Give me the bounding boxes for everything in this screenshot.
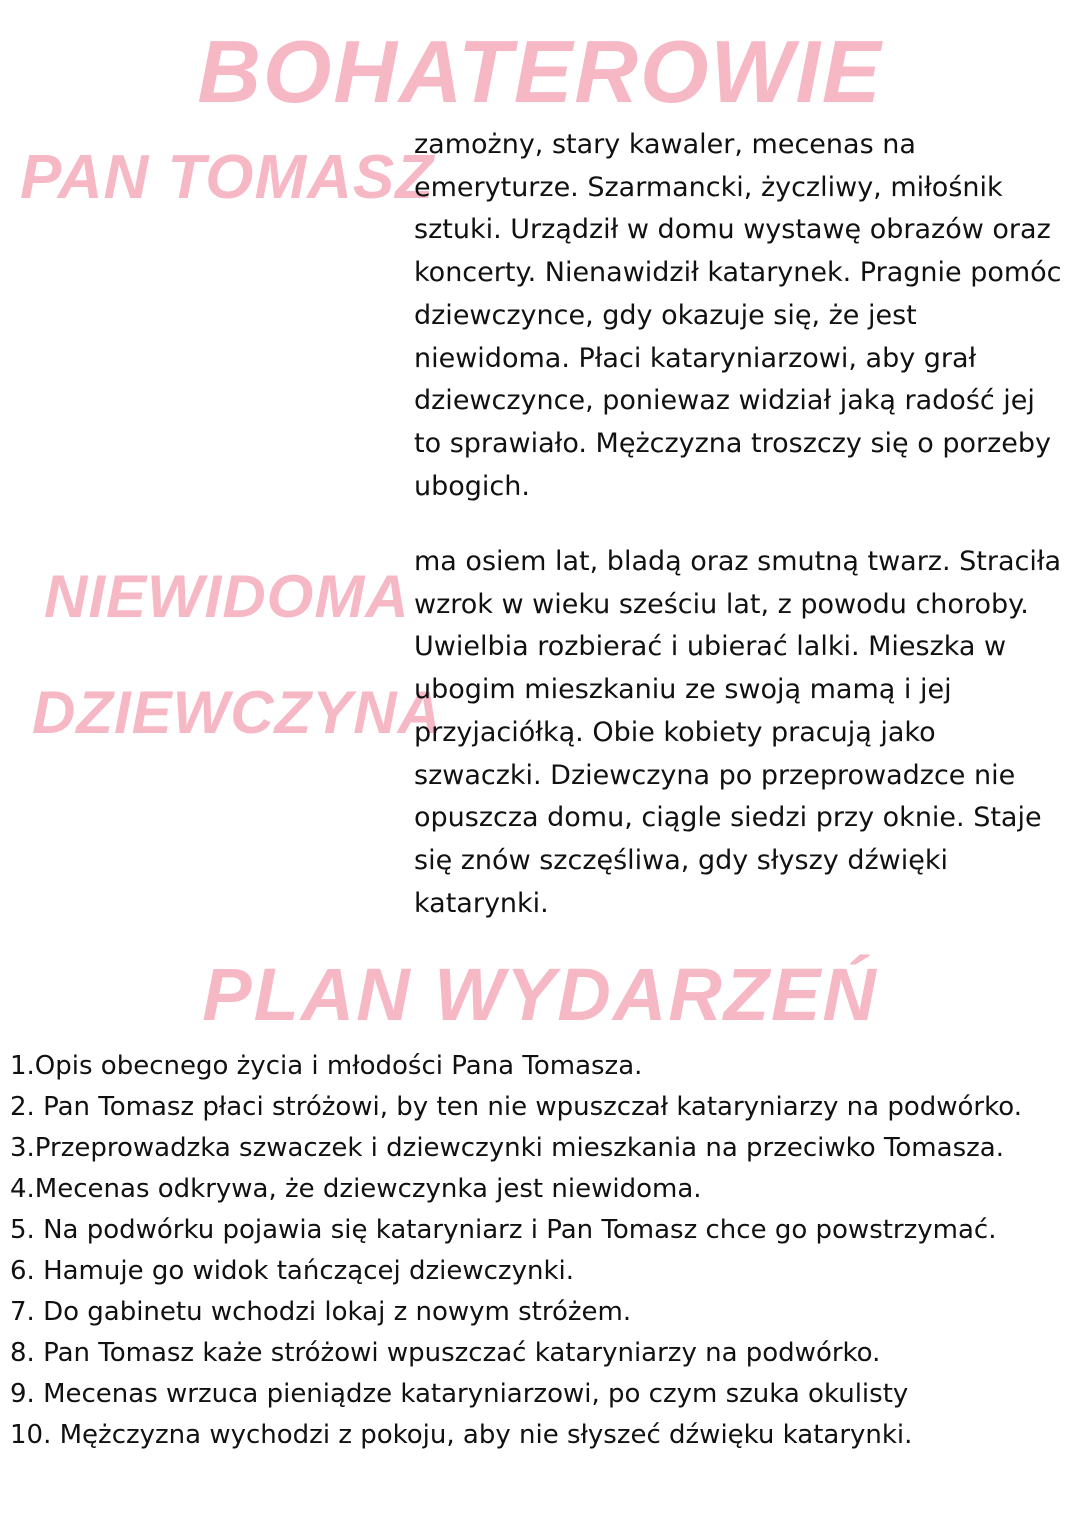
- list-item: 8. Pan Tomasz każe stróżowi wpuszczać kataryniarzy na podwórko.: [10, 1338, 881, 1368]
- list-item: 4.Mecenas odkrywa, że dziewczynka jest niewidoma.: [10, 1174, 702, 1204]
- hero-description-niewidoma-dziewczyna: ma osiem lat, bladą oraz smutną twarz. Straciła wzrok w wieku sześciu lat, z powodu choroby. Uwielbia rozbierać i ubierać lalki. Mieszka w ubogim mieszkaniu ze swoją mamą i jej przyjaciółką. Obie kobiety pracują jako szwaczki. Dziewczyna po przeprowadzce nie opuszcza domu, ciągle siedzi przy oknie. Staje się znów szczęśliwa, gdy słyszy dźwięki katarynki.: [414, 546, 1062, 919]
- hero-name-niewidoma: NIEWIDOMA: [44, 563, 410, 630]
- hero-name-dziewczyna: DZIEWCZYNA: [32, 679, 442, 746]
- list-item: 6. Hamuje go widok tańczącej dziewczynki.: [10, 1256, 574, 1286]
- list-item: 9. Mecenas wrzuca pieniądze kataryniarzowi, po czym szuka okulisty: [10, 1379, 909, 1409]
- list-item: 2. Pan Tomasz płaci stróżowi, by ten nie wpuszczał kataryniarzy na podwórko.: [10, 1092, 1022, 1122]
- hero-name-pan-tomasz: PAN TOMASZ: [20, 143, 435, 212]
- list-item: 10. Mężczyzna wychodzi z pokoju, aby nie słyszeć dźwięku katarynki.: [10, 1420, 913, 1450]
- list-item: 7. Do gabinetu wchodzi lokaj z nowym stróżem.: [10, 1297, 632, 1327]
- list-item: 1.Opis obecnego życia i młodości Pana Tomasza.: [10, 1051, 643, 1081]
- list-item: 3.Przeprowadzka szwaczek i dziewczynki mieszkania na przeciwko Tomasza.: [10, 1133, 1004, 1163]
- hero-description-pan-tomasz: zamożny, stary kawaler, mecenas na emeryturze. Szarmancki, życzliwy, miłośnik sztuki. Urządził w domu wystawę obrazów oraz koncerty. Nienawidził katarynek. Pragnie pomóc dziewczynce, gdy okazuje się, że jest niewidoma. Płaci kataryniarzowi, aby grał dziewczynce, poniewaz widział jaką radość jej to sprawiało. Mężczyzna troszczy się o porzeby ubogich.: [414, 129, 1062, 502]
- event-list: [10, 1046, 1070, 1456]
- page-title: BOHATEROWIE: [197, 22, 883, 121]
- plan-title: PLAN WYDARZEŃ: [202, 953, 878, 1036]
- list-item: 5. Na podwórku pojawia się kataryniarz i Pan Tomasz chce go powstrzymać.: [10, 1215, 997, 1245]
